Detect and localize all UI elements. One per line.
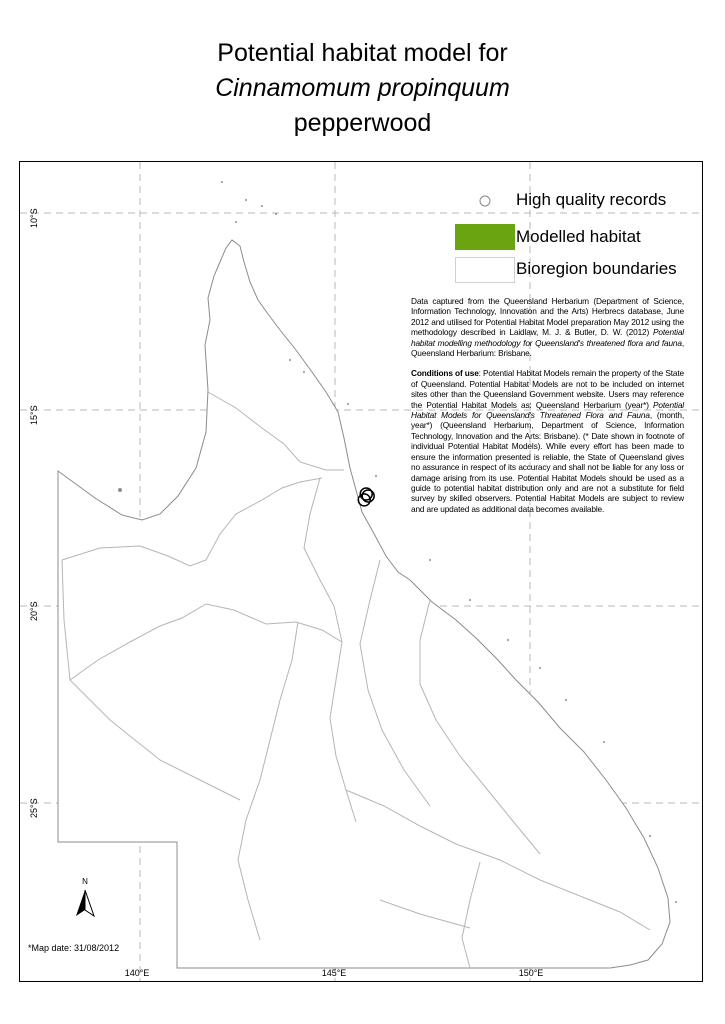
lon-label-150: 150°E (518, 968, 544, 978)
legend-label-bioregion: Bioregion boundaries (516, 259, 677, 278)
record-symbol-icon (455, 188, 515, 214)
lon-label-145: 145°E (321, 968, 347, 978)
lat-label-25: 25°S (29, 798, 39, 818)
conditions-text-1: : Potential Habitat Models remain the property of the State of Queensland. Potential Habitat Models are not to be included on internet sites other than the Queensland Government website. Users may reference the Potential Habitat Models as: Queensland Herbarium (year*) (411, 368, 684, 410)
map-title-line1: Potential habitat model for (217, 39, 508, 67)
bioregion-swatch (455, 257, 515, 283)
methodology-title: Potential habitat modelling methodology for Queensland's threatened flora and fauna (411, 327, 684, 348)
lat-label-20: 20°S (29, 601, 39, 621)
north-arrow-icon (76, 890, 94, 916)
conditions-paragraph (411, 368, 684, 514)
legend-label-habitat: Modelled habitat (516, 227, 641, 246)
map-title-common-name: pepperwood (293, 109, 432, 137)
data-notes (411, 296, 684, 524)
map-date: *Map date: 31/08/2012 (28, 943, 120, 953)
lat-label-15: 15°S (29, 405, 39, 425)
legend-record-symbol (455, 188, 515, 214)
north-label: N (82, 877, 88, 886)
data-source-paragraph (411, 296, 684, 358)
records-layer (358, 488, 374, 506)
conditions-heading: Conditions of use (411, 368, 479, 379)
legend-bioregion-swatch (455, 257, 515, 283)
habitat-swatch (455, 224, 515, 250)
lon-label-140: 140°E (124, 968, 150, 978)
legend-habitat-swatch (455, 224, 515, 250)
data-source-text: Data captured from the Queensland Herbarium (Department of Science, Information Technology, Innovation and the Arts) Herbrecs database, June 2012 and utilised for Potential Habitat Model preparation May 2012 using the methodology described in Laidlaw, M. J. & Butler, D. W. (2012) (411, 296, 684, 338)
lat-label-10: 10°S (29, 208, 39, 228)
data-source-publisher: , Queensland Herbarium: Brisbane. (411, 337, 684, 359)
conditions-text-2: , (month, year*) (Queensland Herbarium, Department of Science, Information Technology, Innovation and the Arts: Brisbane). (* Date shown in footnote of individual Potential Habitat Models). While every effort has been made to ensure the information presented is reliable, the State of Queensland gives no assurance in respect of its accuracy and shall not be liable for any loss or damage arising from its use. Potential Habitat Models should be used as a guide to potential habitat distribution only and are not a substitute for field survey by skilled observers. Potential Habitat Models are subject to review and are updated as additional data becomes available. (411, 410, 684, 514)
map-title-species: Cinnamomum propinquum (215, 74, 510, 102)
legend-label-records: High quality records (516, 190, 667, 209)
models-title: Potential Habitat Models for Queensland's Threatened Flora and Fauna (411, 399, 684, 421)
